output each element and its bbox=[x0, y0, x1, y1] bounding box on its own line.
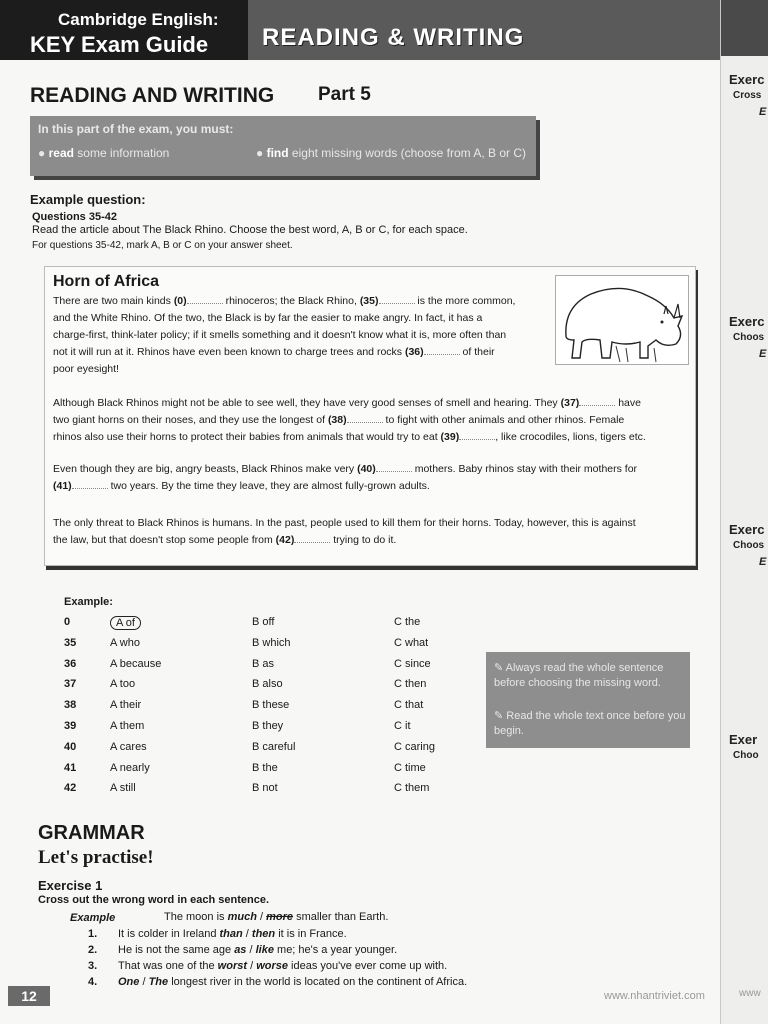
article-paragraph-2 bbox=[53, 395, 693, 446]
option-c[interactable]: C caring bbox=[394, 740, 435, 753]
article-title: Horn of Africa bbox=[53, 273, 160, 290]
word-choice[interactable]: then bbox=[251, 928, 276, 940]
word-choice[interactable]: than bbox=[219, 928, 243, 940]
article-line bbox=[53, 395, 693, 412]
gap-blank[interactable] bbox=[424, 346, 460, 355]
example-question-label: Example question: bbox=[30, 192, 146, 207]
gap-number: (39) bbox=[440, 431, 460, 443]
answer-row bbox=[64, 762, 524, 782]
word-separator: / bbox=[246, 944, 256, 956]
question-number: 36 bbox=[64, 657, 77, 670]
option-c[interactable]: C then bbox=[394, 678, 427, 691]
rp-item-2: Exerc bbox=[729, 314, 765, 329]
gap-number: (40) bbox=[357, 463, 376, 475]
article-text: The only threat to Black Rhinos is humans. In the past, people used to kill them for their horns. Today, however, this is against bbox=[53, 517, 636, 529]
word-separator: / bbox=[139, 976, 149, 988]
rp-letter-2: E bbox=[759, 348, 767, 360]
article-text: charge-first, think-later policy; if it smells something and it doesn't know what it is, more often than bbox=[53, 329, 507, 341]
option-b[interactable]: B which bbox=[252, 636, 291, 649]
gap-blank[interactable] bbox=[379, 295, 415, 304]
footer-url[interactable]: www.nhantriviet.com bbox=[604, 990, 705, 1002]
rp-item-3: Exerc bbox=[729, 522, 765, 537]
article-line bbox=[53, 532, 693, 549]
sentence-fragment: It is colder in Ireland bbox=[118, 928, 220, 940]
question-number: 39 bbox=[64, 720, 77, 732]
answers-heading: Example: bbox=[64, 596, 113, 608]
option-a[interactable]: A still bbox=[110, 782, 136, 795]
option-b[interactable]: B also bbox=[252, 678, 283, 691]
article-line bbox=[53, 515, 693, 532]
sentence-fragment: That was one of the bbox=[118, 960, 218, 972]
answer-row bbox=[64, 658, 524, 678]
tip-box bbox=[486, 652, 690, 748]
gap-number: (35) bbox=[359, 295, 379, 307]
sentence-text bbox=[118, 928, 347, 940]
article-text: to fight with other animals and other rhinos. Female bbox=[382, 414, 625, 426]
answer-row bbox=[64, 699, 524, 719]
example-fragment: more bbox=[266, 911, 294, 923]
rp-letter-3: E bbox=[759, 556, 767, 568]
gap-blank[interactable] bbox=[187, 295, 223, 304]
answer-row bbox=[64, 637, 524, 657]
must-bullet-text: find bbox=[266, 146, 289, 160]
option-b[interactable]: B as bbox=[252, 657, 275, 670]
article-text: poor eyesight! bbox=[53, 363, 119, 375]
questions-label: Questions 35-42 bbox=[32, 211, 117, 223]
answer-row bbox=[64, 720, 524, 740]
brand-line1: Cambridge English: bbox=[58, 10, 219, 29]
must-bullet-text: some information bbox=[73, 146, 170, 160]
gap-blank[interactable] bbox=[72, 480, 108, 489]
brand-line2: KEY Exam Guide bbox=[30, 32, 209, 57]
must-bullet-text: read bbox=[48, 146, 74, 160]
gap-number: (42) bbox=[275, 534, 295, 546]
gap-blank[interactable] bbox=[459, 431, 495, 440]
article-line bbox=[53, 327, 553, 344]
option-b[interactable]: B careful bbox=[252, 740, 296, 753]
option-c[interactable]: C what bbox=[394, 636, 429, 649]
option-a[interactable]: A cares bbox=[110, 740, 147, 753]
option-c[interactable]: C time bbox=[394, 761, 426, 774]
example-fragment: / bbox=[256, 911, 267, 923]
sentence-fragment: longest river in the world is located on the continent of Africa. bbox=[168, 976, 468, 988]
article-text: have bbox=[615, 397, 641, 409]
option-c[interactable]: C since bbox=[394, 657, 431, 670]
sentence-text bbox=[118, 944, 397, 956]
section-title: READING & WRITING bbox=[262, 24, 525, 51]
sentence-fragment: ideas you've ever come up with. bbox=[287, 960, 448, 972]
word-separator: / bbox=[247, 960, 257, 972]
page-header bbox=[0, 0, 720, 60]
gap-blank[interactable] bbox=[294, 534, 330, 543]
sentence-fragment: it is in France. bbox=[275, 928, 347, 940]
article-text: , like crocodiles, lions, tigers etc. bbox=[495, 431, 646, 443]
option-a[interactable]: A nearly bbox=[110, 761, 150, 774]
article-text: of their bbox=[459, 346, 495, 358]
article-line bbox=[53, 478, 693, 495]
example-fragment: The moon is bbox=[164, 911, 228, 923]
option-a[interactable]: A their bbox=[110, 699, 142, 712]
tip-1: ✎ Always read the whole sentence before choosing the missing word. bbox=[494, 662, 664, 689]
must-box bbox=[30, 116, 536, 176]
sentence-text bbox=[118, 960, 447, 972]
gap-blank[interactable] bbox=[347, 414, 383, 423]
gap-number: (0) bbox=[173, 295, 187, 307]
option-c[interactable]: C them bbox=[394, 782, 430, 795]
article-line bbox=[53, 461, 693, 478]
footer-url-2: www bbox=[739, 988, 761, 999]
option-b[interactable]: B the bbox=[252, 761, 278, 774]
rp-sub-1: Cross bbox=[733, 90, 762, 101]
question-number: 35 bbox=[64, 636, 77, 649]
article-text: rhinoceros; the Black Rhino, bbox=[222, 295, 360, 307]
exercise-label: Exercise 1 bbox=[38, 878, 103, 893]
part-label: Part 5 bbox=[318, 84, 371, 105]
question-number: 42 bbox=[64, 782, 77, 795]
must-heading: In this part of the exam, you must: bbox=[38, 122, 234, 136]
rp-sub-3: Choos bbox=[733, 540, 765, 551]
gap-number: (38) bbox=[327, 414, 347, 426]
article-text: Even though they are big, angry beasts, Black Rhinos make very bbox=[53, 463, 358, 475]
word-choice[interactable]: as bbox=[234, 944, 247, 956]
option-c[interactable]: C that bbox=[394, 699, 424, 712]
article-text: and the White Rhino. Of the two, the Black is by far the easier to make angry. In fact, it has a bbox=[53, 312, 483, 324]
sentence-number: 1. bbox=[88, 928, 98, 940]
answer-row bbox=[64, 678, 524, 698]
article-line bbox=[53, 429, 693, 446]
option-b[interactable]: B they bbox=[252, 720, 284, 732]
must-bullet-find: ● find eight missing words (choose from A, B or C) bbox=[256, 146, 527, 160]
option-a[interactable]: A because bbox=[110, 657, 162, 670]
option-b[interactable]: B not bbox=[252, 782, 278, 795]
rp-sub-2: Choos bbox=[733, 332, 765, 343]
article-line bbox=[53, 412, 693, 429]
article-text: Although Black Rhinos might not be able to see well, they have very good senses of smell and hearing. They bbox=[53, 397, 561, 409]
article-text: There are two main kinds bbox=[53, 295, 174, 307]
question-number: 0 bbox=[64, 616, 71, 628]
must-bullet-text: eight missing words (choose from A, B or C) bbox=[288, 146, 527, 160]
word-separator: / bbox=[242, 928, 252, 940]
next-page-edge bbox=[720, 0, 768, 1024]
word-choice[interactable]: One bbox=[118, 976, 140, 988]
rhino-illustration bbox=[555, 275, 689, 365]
sentence-number: 2. bbox=[88, 944, 98, 956]
answer-row bbox=[64, 616, 524, 636]
word-choice[interactable]: worst bbox=[217, 960, 248, 972]
article-line bbox=[53, 310, 553, 327]
article-box bbox=[44, 266, 696, 566]
tip-2: ✎ Read the whole text once before you begin. bbox=[494, 710, 686, 737]
article-text: trying to do it. bbox=[330, 534, 397, 546]
grammar-heading: GRAMMAR bbox=[38, 822, 145, 844]
rp-sub-4: Choo bbox=[733, 750, 759, 761]
question-number: 41 bbox=[64, 761, 77, 774]
option-a[interactable]: A of bbox=[110, 616, 141, 630]
instruction-1: Read the article about The Black Rhino. Choose the best word, A, B or C, for each space. bbox=[32, 224, 468, 236]
sentence-fragment: me; he's a year younger. bbox=[273, 944, 398, 956]
instruction-2: For questions 35-42, mark A, B or C on your answer sheet. bbox=[32, 240, 293, 251]
sentence-text bbox=[118, 976, 467, 988]
question-number: 37 bbox=[64, 678, 77, 691]
sentence-number: 4. bbox=[88, 976, 98, 988]
rp-item-4: Exer bbox=[729, 732, 758, 747]
word-choice[interactable]: like bbox=[255, 944, 274, 956]
option-b[interactable]: B these bbox=[252, 699, 290, 712]
article-paragraph-1 bbox=[53, 293, 553, 378]
gap-blank[interactable] bbox=[376, 463, 412, 472]
option-a[interactable]: A who bbox=[110, 636, 140, 649]
article-paragraph-4 bbox=[53, 515, 693, 549]
lets-practise-heading: Let's practise! bbox=[38, 847, 154, 868]
article-text: two years. By the time they leave, they are almost fully-grown adults. bbox=[107, 480, 430, 492]
article-paragraph-3 bbox=[53, 461, 693, 495]
article-text: rhinos also use their horns to protect their babies from animals that would try to eat bbox=[53, 431, 441, 443]
must-bullet-read: ● read some information bbox=[38, 146, 170, 160]
gap-blank[interactable] bbox=[579, 397, 615, 406]
option-a[interactable]: A them bbox=[110, 720, 145, 732]
next-page-header bbox=[721, 0, 768, 56]
rp-item-1: Exerc bbox=[729, 72, 765, 87]
exercise-instruction: Cross out the wrong word in each sentence. bbox=[38, 894, 270, 906]
article-text: the law, but that doesn't stop some people from bbox=[53, 534, 276, 546]
answer-row bbox=[64, 782, 524, 802]
page-number: 12 bbox=[8, 986, 50, 1006]
brand-block bbox=[0, 0, 248, 60]
gap-number: (36) bbox=[404, 346, 424, 358]
option-b[interactable]: B off bbox=[252, 616, 275, 628]
article-line bbox=[53, 344, 553, 361]
word-choice[interactable]: worse bbox=[256, 960, 288, 972]
article-line bbox=[53, 361, 553, 378]
option-c[interactable]: C the bbox=[394, 616, 421, 628]
example-sentence bbox=[164, 911, 388, 923]
rp-letter-1: E bbox=[759, 106, 767, 118]
gap-number: (37) bbox=[560, 397, 580, 409]
sentence-number: 3. bbox=[88, 960, 98, 972]
option-a[interactable]: A too bbox=[110, 678, 136, 691]
page-title: READING AND WRITING bbox=[30, 84, 275, 107]
question-number: 40 bbox=[64, 740, 77, 753]
article-line bbox=[53, 293, 553, 310]
example-fragment: much bbox=[227, 911, 257, 923]
article-text: two giant horns on their noses, and they use the longest of bbox=[53, 414, 328, 426]
gap-number: (41) bbox=[53, 480, 72, 492]
example-fragment: smaller than Earth. bbox=[293, 911, 389, 923]
option-c[interactable]: C it bbox=[394, 720, 411, 732]
article-text: mothers. Baby rhinos stay with their mothers for bbox=[411, 463, 638, 475]
article-text: is the more common, bbox=[414, 295, 516, 307]
word-choice[interactable]: The bbox=[148, 976, 169, 988]
example-label: Example bbox=[70, 912, 116, 924]
answer-row bbox=[64, 741, 524, 761]
sentence-fragment: He is not the same age bbox=[118, 944, 235, 956]
question-number: 38 bbox=[64, 699, 77, 712]
article-text: not it will run at it. Rhinos have even been known to charge trees and rocks bbox=[53, 346, 405, 358]
